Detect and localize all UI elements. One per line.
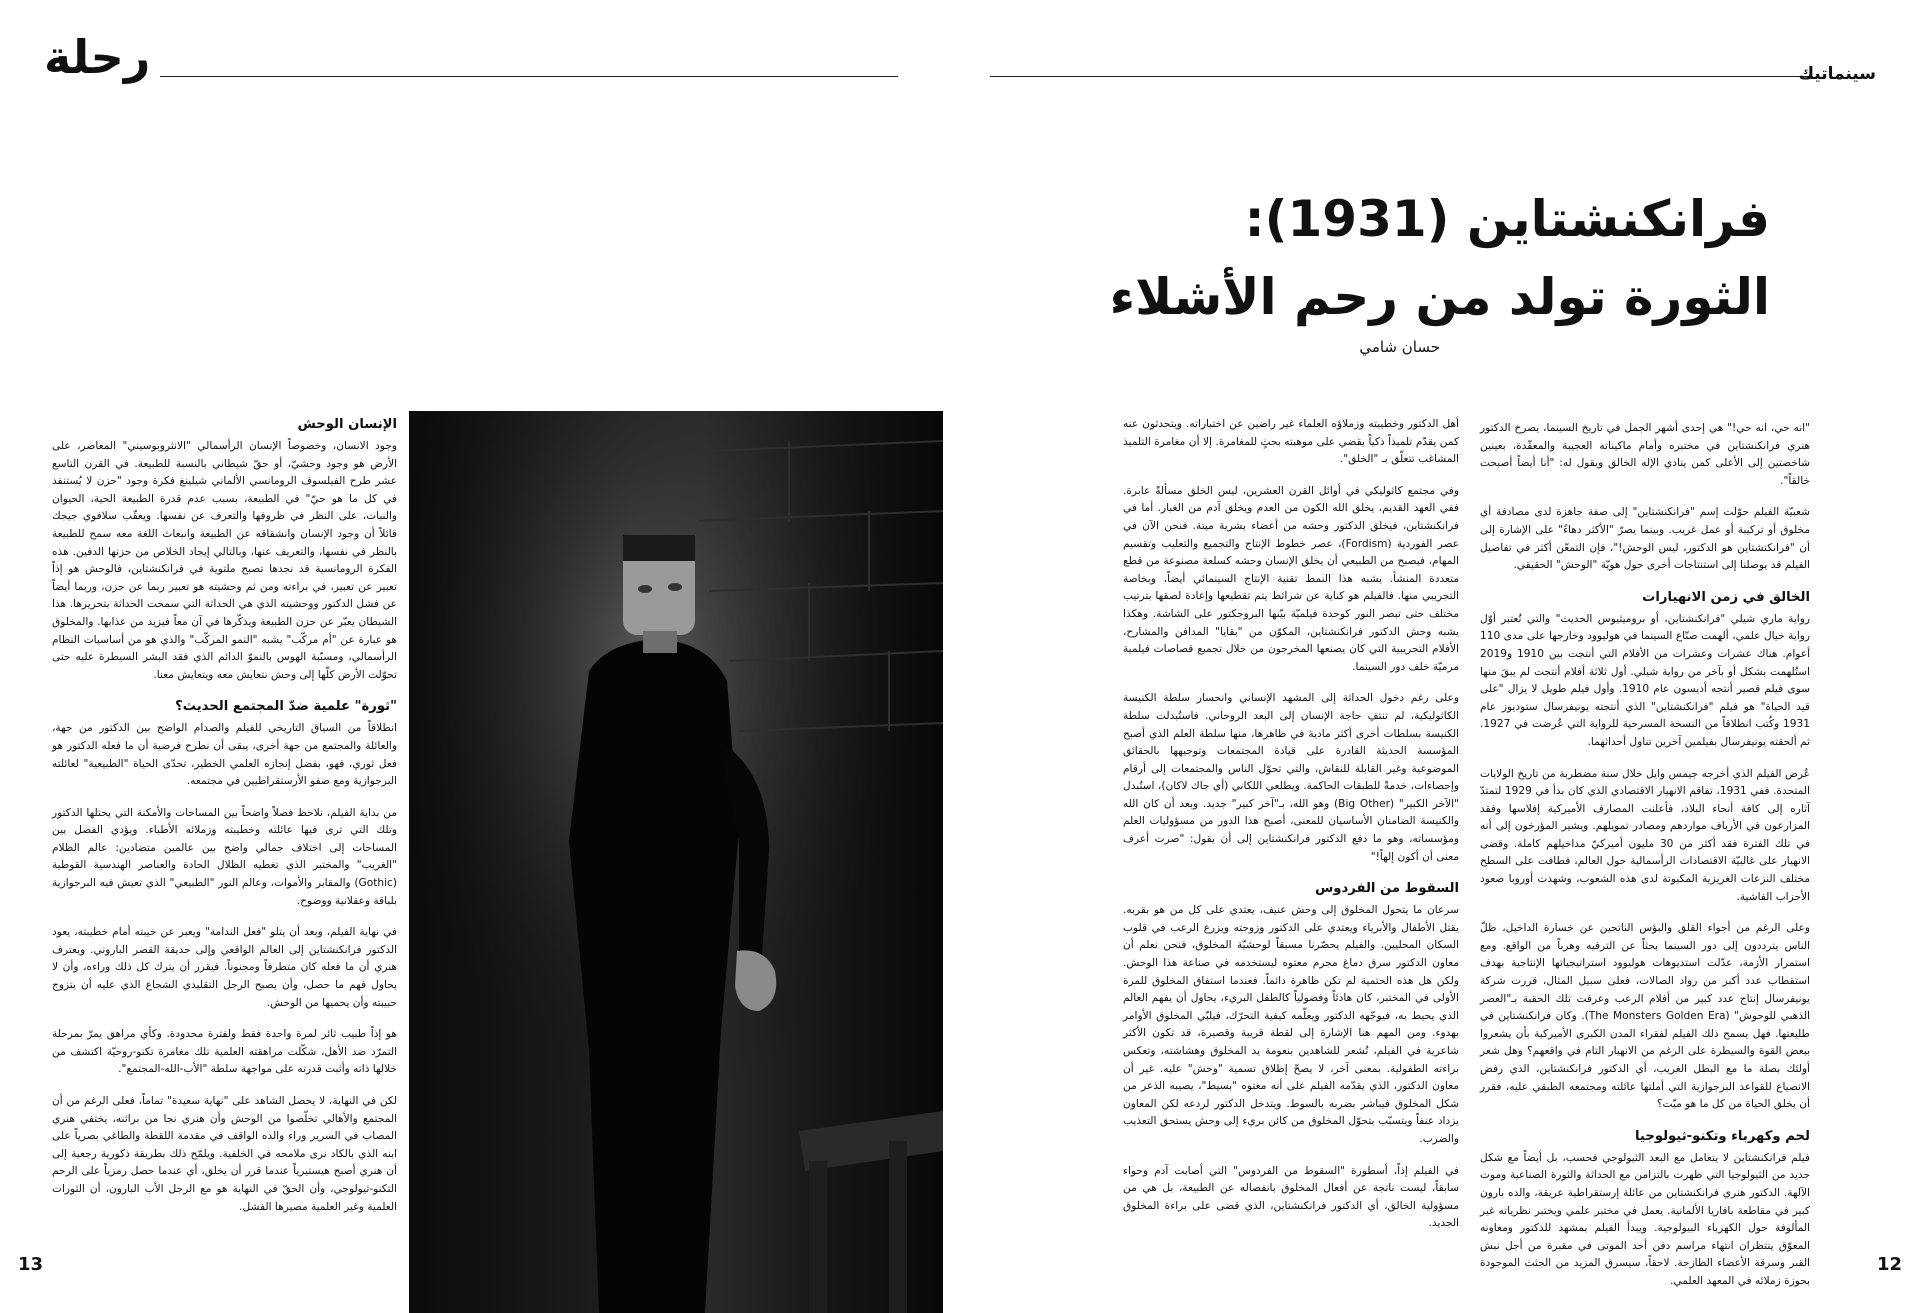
- column-left: [52, 416, 397, 1230]
- section-heading: "ثورة" علمية ضدّ المجتمع الحديث؟: [175, 699, 397, 715]
- article-title-line2: الثورة تولد من رحم الأشلاء: [1109, 268, 1770, 326]
- paragraph: عُرض الفيلم الذي أخرجه جيمس وايل خلال سنة مضطربة من تاريخ الولايات المتحدة. ففي 1931، تفاقم الانهيار الاقتصادي الذي كان بدأ في 1929 لتمتدّ آثاره إلى كافة أنحاء البلاد، فأعلنت المصارف الأميركية إفلاسها وفقد المزارعون في الأرياف مواردهم ومصادر تمويلهم. ويشير المؤرخون إلى أنه في تلك الفترة فقد أكثر من 30 مليون أميركيّ مداخيلهم كاملة. وقضى الانهيار على غالبيّة الاقتصادات الرأسمالية حول العالم، فطافت على السطح مختلف النزعات الغريزية المكبوتة لدى هذه الشعوب، وشهدت أوروبا صعود الأحزاب الفاشية.: [1480, 767, 1811, 903]
- page-number-right: 12: [1876, 1254, 1902, 1275]
- paragraph: سرعان ما يتحول المخلوق إلى وحش عنيف، يعتدي على كل من هو بقربه. يقتل الأطفال والأبرياء ويعتدي على الدكتور وزوجته ويزرع الرعب في قلوب السكان المحليين. والفيلم يحصّرنا مسبقاً لوحشيّة المخلوق، فنحن نعلم أن معاون الدكتور سرق دماغ مجرم معتوه ليستخدمه في صناعة هذا الوحش. ولكن هل هذه الحتمية لم تكن ظاهرة دائماً. فعندما استفاق المخلوق للمرة الأولى في المختبر، كان هادئاً وفضولياً كالطفل البريء، يحاول أن يفهم العالم الذي يحيط به، فيوجّهه الدكتور ويعلّمه كيفية التحرّك، فيلبّي المخلوق الأوامر بهدوء. ومن المهم هنا الإشارة إلى لقطة قريبة وقصيرة، قد تكون الأكثر شاعرية في الفيلم، تُشعر للشاهدين بنعومة يد المخلوق وهشاشته، وتعكس براءته الطفولية. بمعنى آخر، لا يصحّ إطلاق تسمية "وحش" عليه. غير أن معاون الدكتور، الذي يقدّمه الفيلم على أنه معتوه "بسيط"، يصيبه الذعر من شكل المخلوق فيباشر بضربه بالسوط. ويتدخل الدكتور لردعه لكن المعاون يزداد عنفاً ويتسبّب بتحوّل المخلوق من كائن بريء إلى وحش يستحق التعذيب والضرب.: [1123, 904, 1459, 1145]
- article-title-line1: فرانكنشتاين (1931):: [1244, 190, 1770, 248]
- frankenstein-monster-photo: [409, 411, 943, 1313]
- paragraph: وعلى رغم دخول الحداثة إلى المشهد الإنساني وانحسار سلطة الكنيسة الكاثوليكية، لم تنتفِ حاجة الإنسان إلى البعد الروحاني. فاستُبدلت سلطة الكنيسة بسلطات أخرى أكثر مادية في ظاهرها، منها سلطة العلم الذي أصبح المؤسسة الحديثة القادرة على قيادة المجتمعات وتوجيهها بالحقائق الموضوعية وغير القابلة للنقاش، والتي تحوّل الناس والمجتمعات إلى أرقام وإحصاءات، خدمةً للطبقات الحاكمة. ويطلعي اللكاني (أي جاك لاكان)، استُبدل "الآخر الكبير" (Big Other) وهو الله، بـ"آخر كبير" جديد. وبعد أن كان الله والكنيسة الضامنان الأساسيان للمعنى، أصبح هذا الدور من مسؤوليات العلم ومؤسساته، وهو ما دفع الدكتور فرانكنشتاين إلى أن يقول: "صرت أعرف معنى أن أكون إلهاً!": [1123, 692, 1459, 863]
- article-title: [950, 180, 1770, 336]
- article-author: حسان شامي: [1359, 338, 1440, 356]
- section-heading: لحم وكهرباء وتكنو-ثيولوجيا: [1634, 1128, 1810, 1144]
- paragraph: من بداية الفيلم، نلاحظ فصلاً واضحاً بين المساحات والأمكنة التي يحتلها الدكتور وتلك التي ترى فيها عائلته وخطيبته وزملائه الأطباء. ويؤدي الفصل بين المساحات إلى اختلاف جمالي واضح بين عالمين متضادين: عالم الظلام "الغريب" والمختبر الذي تغطيه الظلال الحادة والعناصر الهندسية القوطية (Gothic) والمقابر والأموات، وعالم النور "الطبيعي" الذي تعيش فيه البرجوازية بلباقة وعقلانية ووضوح.: [52, 806, 397, 907]
- paragraph: "انه حي، انه حي!" هي إحدى أشهر الجمل في تاريخ السينما، يصرخ الدكتور هنري فرانكنشتاين في مختبره وأمام ماكيناته العجيبة والمعقّدة، بعينين شاخصتين إلى الأعلى كمن ينادي الإله الخالق ويقول له: "أنا أيضاً أصبحت خالقاً".: [1480, 422, 1810, 487]
- paragraph: وفي مجتمع كاثوليكي في أوائل القرن العشرين، ليس الخلق مسألةً عابرة. ففي العهد القديم، يخلق الله الكون من العدم ويخلق آدم من الغبار. أما في فرانكنشتاين، فيخلق الدكتور وحشه من أعضاء بشرية ميتة. فنحن الآن في عصر الفوردية (Fordism)، عصر خطوط الإنتاج والتجميع والتعليب وتقسيم المهام، فيصبح من الطبيعي أن يخلق الإنسان وحشه كسلعة مصنوعة من قطع متعددة المنشأ. يشبه هذا النمط تقنية الإنتاج السينمائي أيضاً، وبخاصة التجريبي منها. فالفيلم هو كناية عن شرائط يتم تقطيعها وإعادة لصقها بترتيب مختلف حتى تبصر النور كوحدة فيلميّة بيّنها البروجكتور على الشاشة. وهكذا يشبه وحش الدكتور فرانكنشتاين، المكوّن من "بقايا" المدافن والمشارح، الأفلام التجريبية التي كان يصنعها المخرجون من خلال تجميع قصاصات فيلمية مرميّة خلف دور السينما.: [1123, 484, 1460, 673]
- section-heading: الخالق في زمن الانهيارات: [1642, 589, 1810, 605]
- paragraph: شعبيّة الفيلم حوّلت إسم "فرانكنشتاين" إلى صفة جاهزة لدى مصادفة أي مخلوق أو تركيبة أو عمل غريب. وبينما يصرّ "الأكثر دهاءً" على الإشارة إلى أن "فرانكنشتاين هو الدكتور، ليس الوحش!"، فإن التمعّن أكثر في تفاصيل الفيلم قد يوصلنا إلى استنتاجات أخرى حول هويّة "الوحش" الحقيقي.: [1480, 506, 1810, 572]
- column-middle: [1123, 416, 1459, 1247]
- paragraph: وجود الانسان، وخصوصاً الإنسان الرأسمالي "الانثروبوسيني" المعاصر، على الأرض هو وجود وحشيّ، أو حقّ شيطاني بالنسبة للطبيعة. في القرن التاسع عشر طرح الفيلسوف الرومانسي الألماني شيلينغ فكرة وجود "حزن لا يُستنفد في كل ما هو حيّ" في الطبيعة، بسبب عدم قدرة الطبيعة الحية، الحيوان والنبات، على النظر في ظروفها والتعرف عن نفسها. ويعقّب سلافوي جيجك قائلاً أن وجود الإنسان وانشقاقه عن الطبيعة وانبعاث اللغة معه سمح للطبيعة بالنظر في نفسها، والتعريف عنها، وبالتالي إيجاد الخلاص من حزنها الدفين. هذه الفكرة الرومانسية قد نجدها تصبح ملتوية في فرانكنشتاين، فالوحش هو إذاً تعبير عن تعبير، في براءته ومن ثم وحشيته هو تعبير ربما عن حزن، وربما أيضاً عن فشل الدكتور ووحشيته الذي هي الحداثة التي سمحت الحداثة بتحريرها. هذا الشيطان يعبّر عن حزن الطبيعة ويذكّرها في آن معاً فيزيد من عذابها. والمخلوق هو عبارة عن "أم مركّب" يشبه "النمو المركّب" والذي هو من أساسيات النظام الرأسمالي، ومسبّبة الهوس بالنموّ الدائم الذي فقد البشر السيطرة عليه حتى تحوّلت الأرض كلّها إلى وحش نتعايش معه ويتعايش معنا.: [52, 440, 397, 681]
- paragraph: أهل الدكتور وخطيبته وزملاؤه العلماء غير راضين عن اختباراته. ويتحدثون عنه كمن يقدّم تلميذاً ذكياً يقضي على موهبته بحثٍ للمغامرة. إلا أن مغامرة التلميذ المشاغب تتعلّق بـ "الخلق".: [1123, 418, 1459, 466]
- section-heading: السقوط من الفردوس: [1315, 881, 1459, 897]
- column-right: [1480, 420, 1810, 1305]
- paragraph: هو إذاً طبيب ثائر لمرة واحدة فقط ولفترة محدودة. وكأي مراهق يمرّ بمرحلة التمرّد ضد الأهل، شكّلت مراهقته العلمية تلك مغامرة تكنو-روحيّة اكتشف من خلالها ذاته وأثبت قدرته على مواجهة سلطة "الأب-الله-المجتمع".: [52, 1028, 397, 1076]
- paragraph: لكن في النهاية، لا يحصل الشاهد على "نهاية سعيدة" تماماً، فعلى الرغم من أن المجتمع والأهالي تخلّصوا من الوحش وأن هنري نجا من براثنه، يختفي هنري المصاب في السرير وراء والده الواقف في مقدمة اللقطة والطاغي بصرياً على ابنه الذي بالكاد نرى ملامحه في الخلفية. ويلمّح ذلك بطريقة ذكورية رجعية إلى أن هنري أصبح هيستيرياً عندما قرر أن يخلق، أي عندما حصل رمزياً على الرحم التكنو-ثيولوجي، وأن الحقّ في النهاية هو مع الرجل الأب البارون، أن الثورات العلمية وغير العلمية مصيرها الفشل.: [52, 1095, 397, 1213]
- paragraph: في الفيلم إذاً، أسطورة "السقوط من الفردوس" التي أصابت آدم وحواء سابقاً، ليست ناتجة عن أفعال المخلوق بانفصاله عن الطبيعة، بل هي من مسؤولية الخالق، أي الدكتور فرانكنشتاين، الذي قضى على براءة المخلوق الجديد.: [1123, 1164, 1459, 1230]
- frankenstein-photo: [409, 411, 943, 1313]
- section-label: سينماتيك: [1798, 64, 1876, 84]
- paragraph: رواية ماري شيلي "فرانكنشتاين، أو بروميثيوس الحديث" والتي تُعتبر أوّل رواية خيال علمي، ألهمت صنّاع السينما في هوليوود وخارجها على مدى 110 أعوام. هناك عشرات وعشرات من الأفلام التي أنتجت بين 1910 و2019 استُلهمت بشكل أو بآخر من رواية شيلي. أول ثلاثة أفلام أنتجت لم يبقَ منها سوى فيلم قصير أنتجه أديسون عام 1910. وأول فيلم طويل لا يزال "على قيد الحياة" هو فيلم "فرانكنشتاين" الذي أنتجته يونيفرسال ستوديوز عام 1931 وكُتب انطلاقاً من النسخة المسرحية للرواية التي عُرضت في 1927. ثم ألحقته يونيفرسال بفيلمين آخرين تناول أحداثهما.: [1480, 612, 1811, 748]
- section-heading: الإنسان الوحش: [297, 417, 397, 432]
- header-rule-left: [160, 76, 898, 77]
- paragraph: في نهاية الفيلم، وبعد أن يتلو "فعل الندامة" ويعبر عن خيبته أمام خطيبته، يعود الدكتور فرانكنشتاين إلى العالم الواقعي وإلى حديقة القصر الباروني. ويعترف هنري أن ما فعله كان متطرفاً ومجنوناً. فيقرر أن يترك كل ذلك وراءه، وأن لا يحاول فهم ما حصل، وأن يصبح الرجل التقليدي الشجاع الذي عليه أن يتزوج حبيبته وأن يحميها من الوحش.: [52, 926, 397, 1009]
- paragraph: انطلاقاً من السياق التاريخي للفيلم والصدام الواضح بين الدكتور من جهة، والعائلة والمجتمع من جهة أخرى، يبقى أن نطرح فرضية أن ما فعله الدكتور هو فعل ثوري، فهو، بفضل إنجازه العلمي الخطير، تحدّى الحياة "الطبيعية" لعائلته البرجوازية ومع صفو الأرستقراطيين في مجتمعه.: [52, 722, 397, 788]
- paragraph: فيلم فرانكنشتاين لا يتعامل مع البعد الثيولوجي فحسب، بل أيضاً مع شكل جديد من الثيولوجيا التي ظهرت بالتزامن مع الحداثة والثورة الصناعية وموت الآلهة. الدكتور هنري فرانكنشتاين من عائلة إرستقراطية عريقة، والده بارون كبير في مقاطعة بافاريا الألمانية. يعمل في مختبر علمي ويختبر نظرياته غير المألوفة حول الكهرباء البيولوجية. ويبدأ الفيلم بمشهد للدكتور ومعاونه المعوّق ينتظران انتهاء مراسم دفن أحد الموتى في مقبرة من أجل نبش القبر وسرقة الأعضاء الطازجة. لاحقاً، سيسرق المزيد من الجثث الموجودة بحوزة زملائه في المعهد العلمي.: [1480, 1151, 1810, 1287]
- paragraph: وعلى الرغم من أجواء القلق والبؤس الناتجين عن خسارة الداخيل، ظلّ الناس يترددون إلى دور السينما بحثاً عن الترفيه وهرباً من الواقع. ومع استمرار الأزمة، عدّلت استديوهات هوليوود استراتيجياتها الإنتاجية بهدف استقطاب عدد أكبر من رواد الصالات، فعلى سبيل المثال، قررت شركة يونيفرسال إنتاج عدد كبير من أفلام الرعب وعرفت تلك الحقبة بـ"العصر الذهبي للوحوش" (The Monsters Golden Era). وكان فرانكنشتاين في طليعتها. فهل يسمح ذلك الفيلم لفقراء المدن الكبرى الأميركية بأن يشعروا ببعض القوة والسيطرة على الرغم من الانهيار التام في واقعهم؟ وهل شعر أولئك بصلة ما مع البطل الغريب، أي الدكتور فرانكنشتاين، الذي رفض الانصياع للقواعد البرجوازية التي أملتها عائلته ومجتمعه الطبقي عليه، فقرر أن يخلق الحياة من كل ما هو ميّت؟: [1480, 922, 1810, 1111]
- page-number-left: 13: [18, 1254, 44, 1275]
- magazine-logo: رحلة: [44, 30, 151, 84]
